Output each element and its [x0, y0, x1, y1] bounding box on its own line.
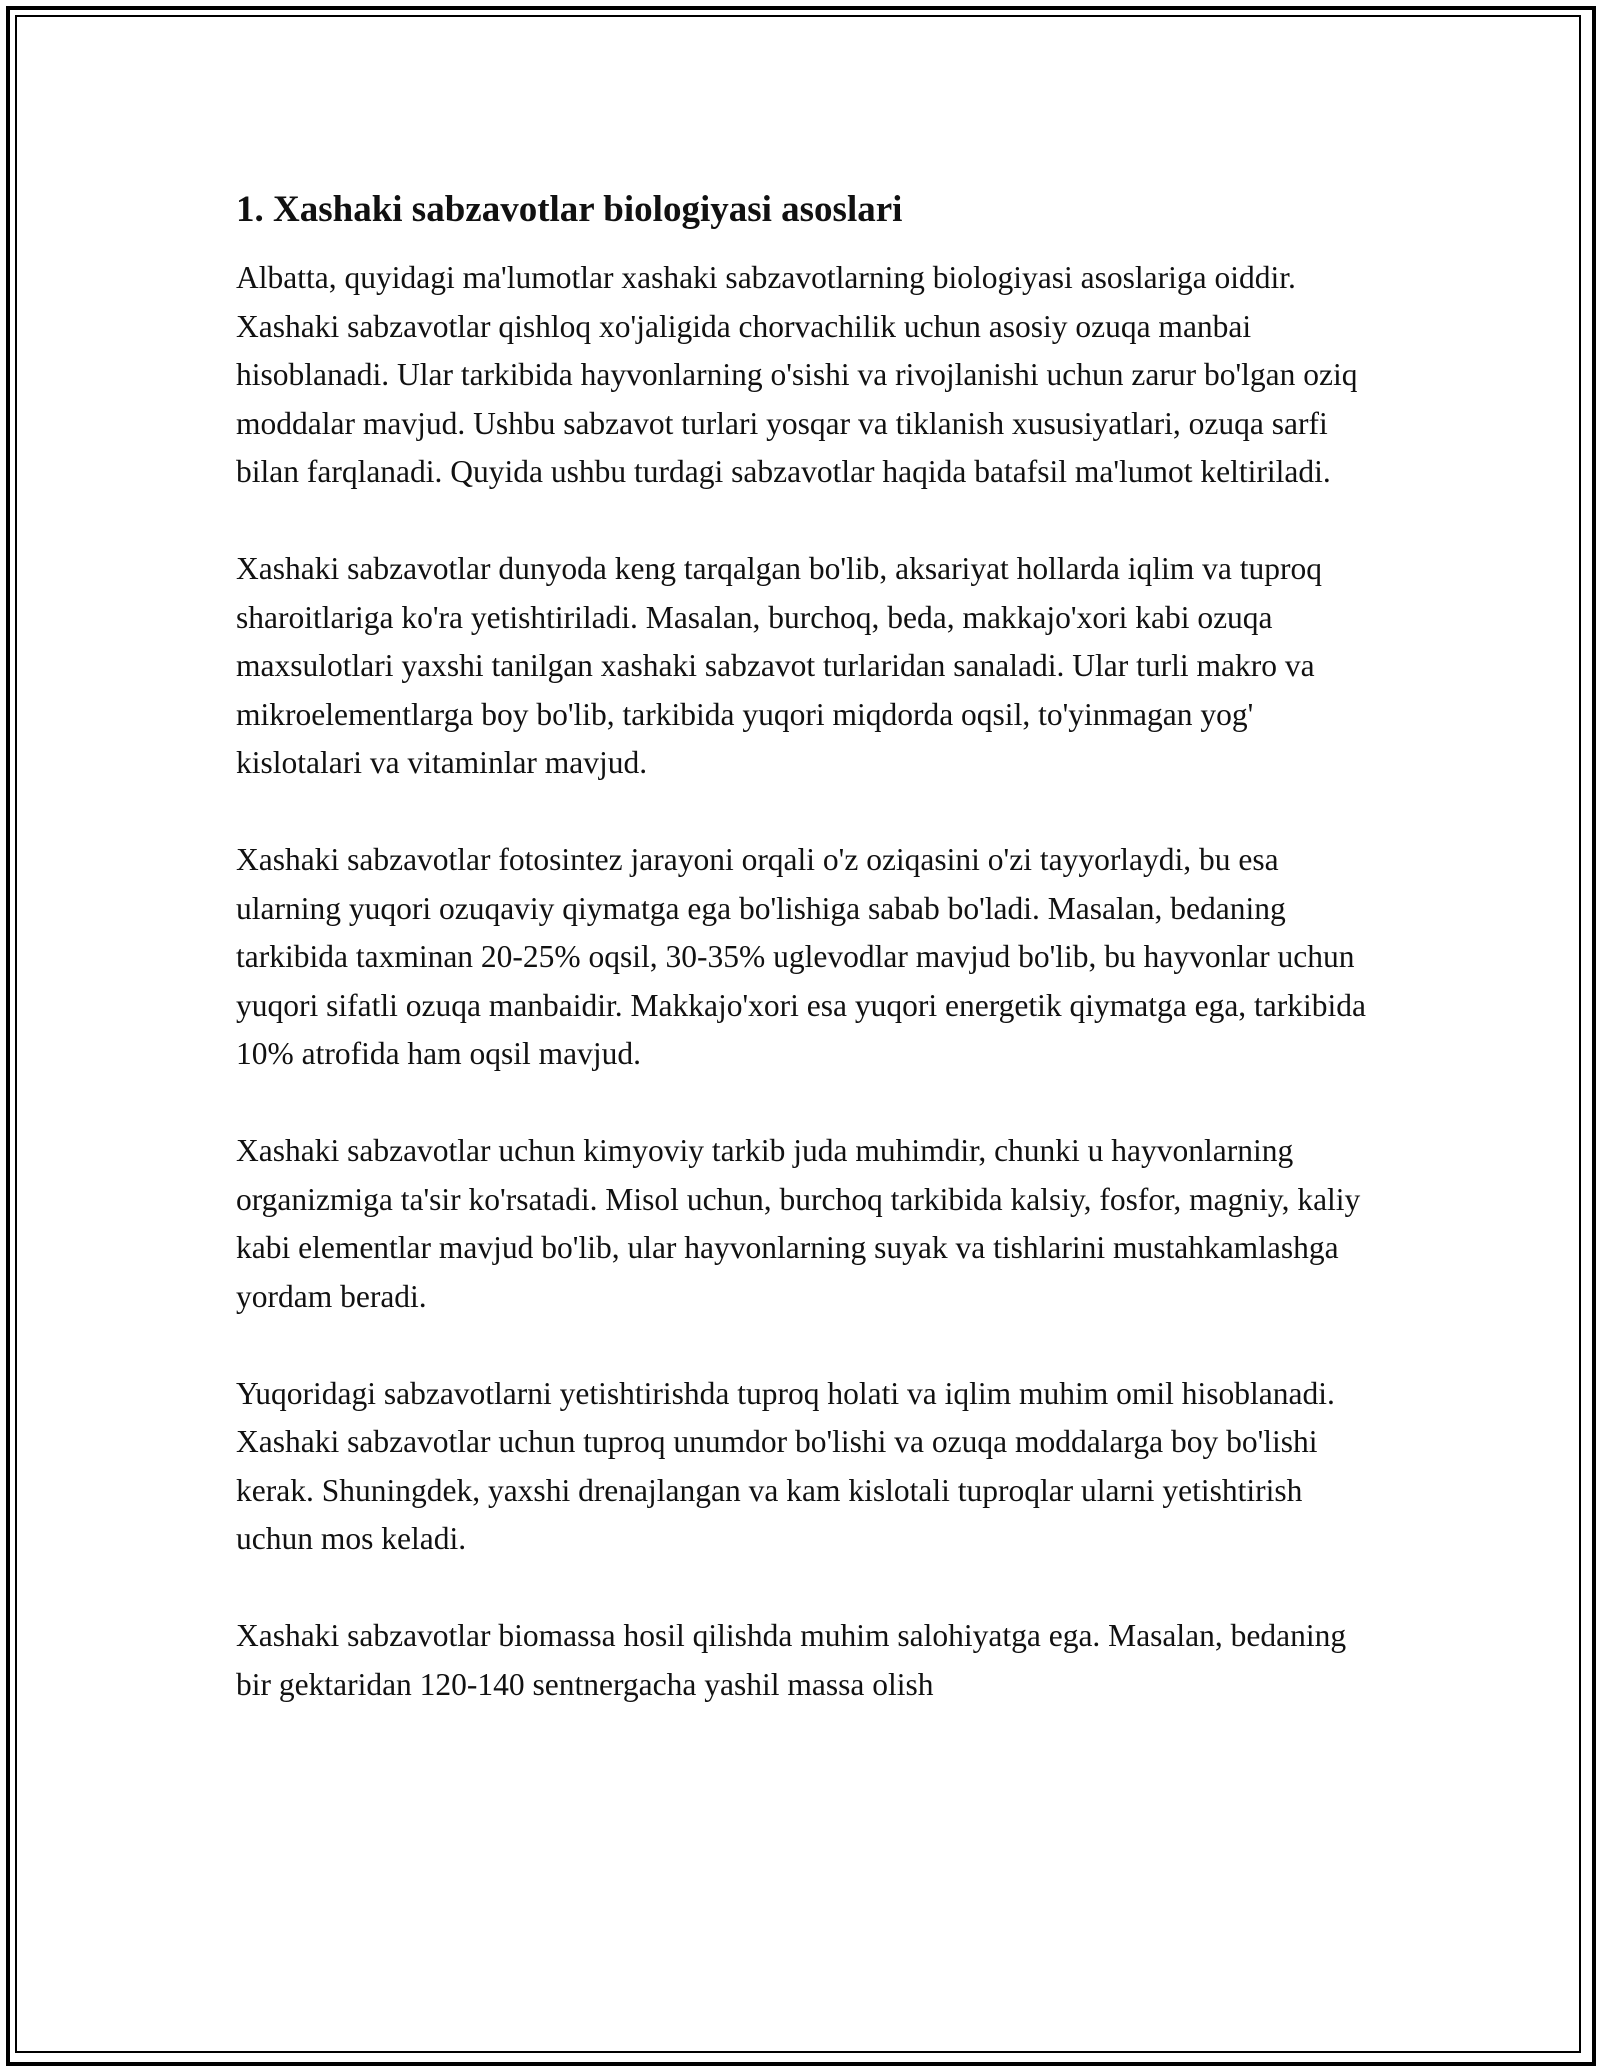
paragraph-5: Yuqoridagi sabzavotlarni yetishtirishda tuproq holati va iqlim muhim omil hisoblanadi. Xashaki sabzavotlar uchun tuproq unumdor bo'lishi va ozuqa moddalarga boy bo'lishi kerak. Shuningdek, yaxshi drenajlangan va kam kislotali tuproqlar ularni yetishtirish uchun mos keladi. — [236, 1375, 1335, 1556]
paragraph-1: Albatta, quyidagi ma'lumotlar xashaki sabzavotlarning biologiyasi asoslariga oiddir. Xashaki sabzavotlar qishloq xo'jaligida chorvachilik uchun asosiy ozuqa manbai hisoblanadi. Ular tarkibida hayvonlarning o'sishi va rivojlanishi uchun zarur bo'lgan oziq moddalar mavjud. Ushbu sabzavot turlari yosqar va tiklanish xususiyatlari, ozuqa sarfi bilan farqlanadi. Quyida ushbu turdagi sabzavotlar haqida batafsil ma'lumot keltiriladi. — [236, 260, 1358, 489]
paragraph-2: Xashaki sabzavotlar dunyoda keng tarqalgan bo'lib, aksariyat hollarda iqlim va tuproq sharoitlariga ko'ra yetishtiriladi. Masalan, burchoq, beda, makkajo'xori kabi ozuqa maxsulotlari yaxshi tanilgan xashaki sabzavot turlaridan sanaladi. Ular turli makro va mikroelementlarga boy bo'lib, tarkibida yuqori miqdorda oqsil, to'yinmagan yog' kislotalari va vitaminlar mavjud. — [236, 551, 1322, 780]
paragraph-4: Xashaki sabzavotlar uchun kimyoviy tarkib juda muhimdir, chunki u hayvonlarning organizmiga ta'sir ko'rsatadi. Misol uchun, burchoq tarkibida kalsiy, fosfor, magniy, kaliy kabi elementlar mavjud bo'lib, ular hayvonlarning suyak va tishlarini mustahkamlashga yordam beradi. — [236, 1133, 1361, 1314]
paragraph-3: Xashaki sabzavotlar fotosintez jarayoni orqali o'z oziqasini o'zi tayyorlaydi, bu esa ularning yuqori ozuqaviy qiymatga ega bo'lishiga sabab bo'ladi. Masalan, bedaning tarkibida taxminan 20-25% oqsil, 30-35% uglevodlar mavjud bo'lib, bu hayvonlar uchun yuqori sifatli ozuqa manbaidir. Makkajo'xori esa yuqori energetik qiymatga ega, tarkibida 10% atrofida ham oqsil mavjud. — [236, 842, 1367, 1071]
paragraph-6: Xashaki sabzavotlar biomassa hosil qilishda muhim salohiyatga ega. Masalan, bedaning bir gektaridan 120-140 sentnergacha yashil massa olish — [236, 1618, 1347, 1702]
document-body — [236, 186, 1376, 1758]
section-heading: 1. Xashaki sabzavotlar biologiyasi asoslari — [236, 189, 903, 230]
